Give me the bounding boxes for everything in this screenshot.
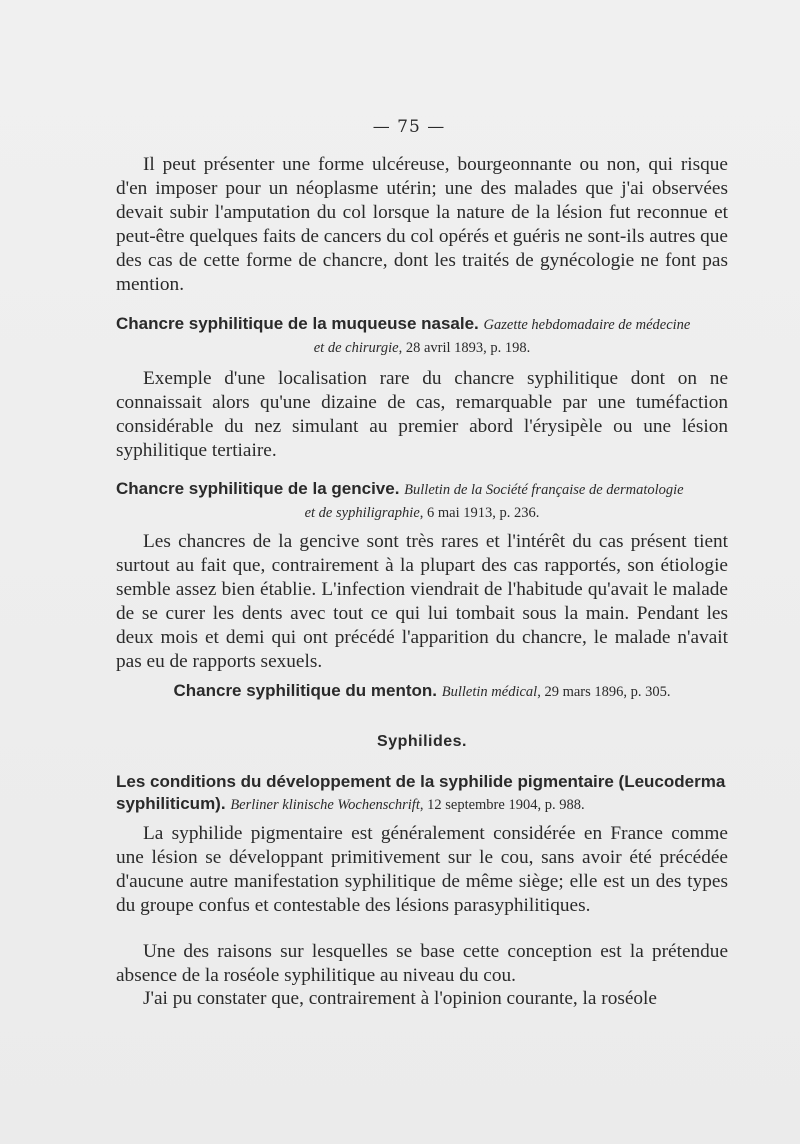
entry-source [404, 482, 683, 498]
journal-name: Gazette hebdomadaire de médecine [483, 317, 691, 333]
entry-source [305, 505, 540, 521]
paragraph-text: Exemple d'une localisation rare du chancre syphilitique dont on ne connaissait alors qu'une dizaine de cas, remarquable par une tuméfaction considérable du nez simulant au premier abord l'érysipèle ou une lésion syphilitique tertiaire. [116, 368, 728, 461]
entry-title: Chancre syphilitique de la gencive. [116, 479, 400, 498]
paragraph-text: La syphilide pigmentaire est généralement considérée en France comme une lésion se développant primitivement sur le cou, sans avoir été précédée d'aucune autre manifestation syphilitique de même siège; elle est un des types du groupe confus et contestable des lésions parasyphilitiques. [116, 823, 728, 916]
entry-title: Les conditions du développement de la syphilide pigmentaire (Leucoderma syphiliticum). [116, 772, 726, 813]
journal-name-cont: et de chirurgie [313, 340, 399, 356]
publication-date: , 12 septembre 1904, p. 988. [419, 797, 585, 813]
journal-name: Berliner klinische Wochenschrift [230, 797, 420, 813]
entry-chin-chancre [116, 680, 728, 703]
publication-date: , 28 avril 1893, p. 198. [398, 340, 531, 356]
entry-source [230, 797, 584, 813]
entry-nasal-chancre [116, 313, 728, 359]
entry-source [314, 340, 531, 356]
publication-date: , 29 mars 1896, p. 305. [537, 684, 671, 700]
entry-heading [116, 313, 728, 336]
entry-gum-chancre [116, 478, 728, 524]
entry-source [442, 684, 671, 700]
paragraph-text: J'ai pu constater que, contrairement à l'opinion courante, la roséole [143, 988, 657, 1009]
journal-name-cont: et de syphiligraphie [304, 505, 420, 521]
paragraph-nasal-chancre [116, 367, 728, 463]
entry-heading [116, 680, 728, 703]
paragraph-roseola-observation [116, 987, 728, 1011]
entry-title: Chancre syphilitique de la muqueuse nasale. [116, 314, 479, 333]
entry-source-line [116, 501, 728, 524]
paragraph-gum-chancre [116, 530, 728, 674]
paragraph-pigmentary-syphilide [116, 822, 728, 918]
entry-heading [116, 771, 728, 816]
entry-heading [116, 478, 728, 501]
section-title: Syphilides. [377, 733, 467, 750]
paragraph-uterine-chancre [116, 153, 728, 297]
page-number: — 75 — [372, 117, 446, 137]
entry-pigmentary-syphilide [116, 771, 728, 816]
entry-title: Chancre syphilitique du menton. [173, 681, 438, 700]
journal-name: Bulletin de la Société française de dermatologie [404, 482, 684, 498]
paragraph-roseola-absence [116, 940, 728, 988]
journal-name: Bulletin médical [441, 684, 538, 700]
entry-source [484, 317, 691, 333]
publication-date: , 6 mai 1913, p. 236. [419, 505, 540, 521]
paragraph-text: Une des raisons sur lesquelles se base cette conception est la prétendue absence de la roséole syphilitique au niveau du cou. [116, 941, 728, 986]
entry-source-line [116, 336, 728, 359]
paragraph-text: Il peut présenter une forme ulcéreuse, bourgeonnante ou non, qui risque d'en imposer pour un néoplasme utérin; une des malades que j'ai observées devait subir l'amputation du col lorsque la nature de la lésion fut reconnue et peut-être quelques faits de cancers du col opérés et guéris ne sont-ils autres que des cas de cette forme de chancre, dont les traités de gynécologie ne font pas mention. [116, 154, 728, 295]
paragraph-text: Les chancres de la gencive sont très rares et l'intérêt du cas présent tient surtout au fait que, contrairement à la plupart des cas rapportés, son étiologie semble assez bien établie. L'infection viendrait de l'habitude qu'avait le malade de se curer les dents avec tout ce qui lui tombait sous la main. Pendant les deux mois et demi qui ont précédé l'apparition du chancre, le malade n'avait pas eu de rapports sexuels. [116, 531, 728, 672]
